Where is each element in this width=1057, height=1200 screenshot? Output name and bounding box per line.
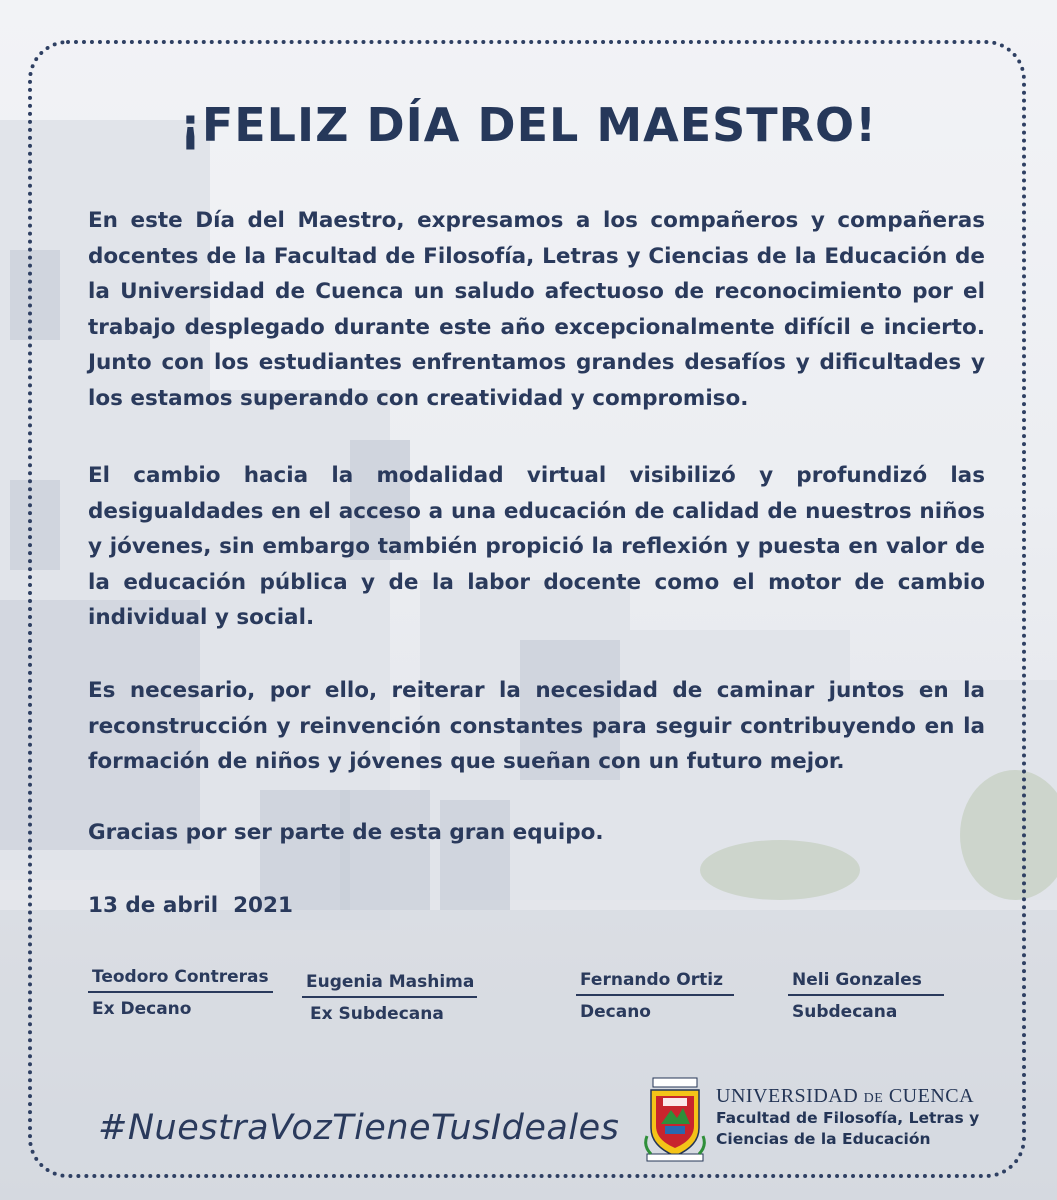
signature-fernando <box>576 970 734 1022</box>
signature-name: Teodoro Contreras <box>88 967 273 993</box>
signature-eugenia <box>302 972 477 1024</box>
university-logo-text <box>716 1085 979 1150</box>
signature-role: Decano <box>580 1002 651 1022</box>
signature-teodoro <box>88 967 273 1019</box>
paragraph-4: Gracias por ser parte de esta gran equipo. <box>88 820 604 845</box>
faculty-line-1: Facultad de Filosofía, Letras y <box>716 1109 980 1127</box>
paragraph-3: Es necesario, por ello, reiterar la necesidad de caminar juntos en la reconstrucción y reinvención constantes para seguir contribuyendo en la formación de niños y jóvenes que sueñan con un futuro mejor. <box>88 678 985 774</box>
hashtag: #NuestraVozTieneTusIdeales <box>98 1108 620 1148</box>
signature-role: Ex Subdecana <box>310 1004 444 1024</box>
faculty-line-2: Ciencias de la Educación <box>716 1130 931 1148</box>
signature-name: Neli Gonzales <box>788 970 944 996</box>
university-seal-icon <box>643 1076 707 1166</box>
university-name: UNIVERSIDAD DE CUENCA <box>716 1085 975 1107</box>
paragraph-2: El cambio hacia la modalidad virtual visibilizó y profundizó las desigualdades en el acceso a una educación de calidad de nuestros niños y jóvenes, sin embargo también propició la reflexión y puesta en valor de la educación pública y de la labor docente como el motor de cambio individual y social. <box>88 463 985 630</box>
signature-neli <box>788 970 944 1022</box>
signature-name: Eugenia Mashima <box>302 972 477 998</box>
paragraph-1: En este Día del Maestro, expresamos a los compañeros y compañeras docentes de la Facultad de Filosofía, Letras y Ciencias de la Educación de la Universidad de Cuenca un saludo afectuoso de reconocimiento por el trabajo desplegado durante este año excepcionalmente difícil e incierto. Junto con los estudiantes enfrentamos grandes desafíos y dificultades y los estamos superando con creatividad y compromiso. <box>88 208 985 411</box>
signature-name: Fernando Ortiz <box>576 970 734 996</box>
page-title: ¡FELIZ DÍA DEL MAESTRO! <box>179 98 878 152</box>
signature-role: Ex Decano <box>92 999 192 1019</box>
date: 13 de abril 2021 <box>88 893 293 918</box>
signature-role: Subdecana <box>792 1002 898 1022</box>
